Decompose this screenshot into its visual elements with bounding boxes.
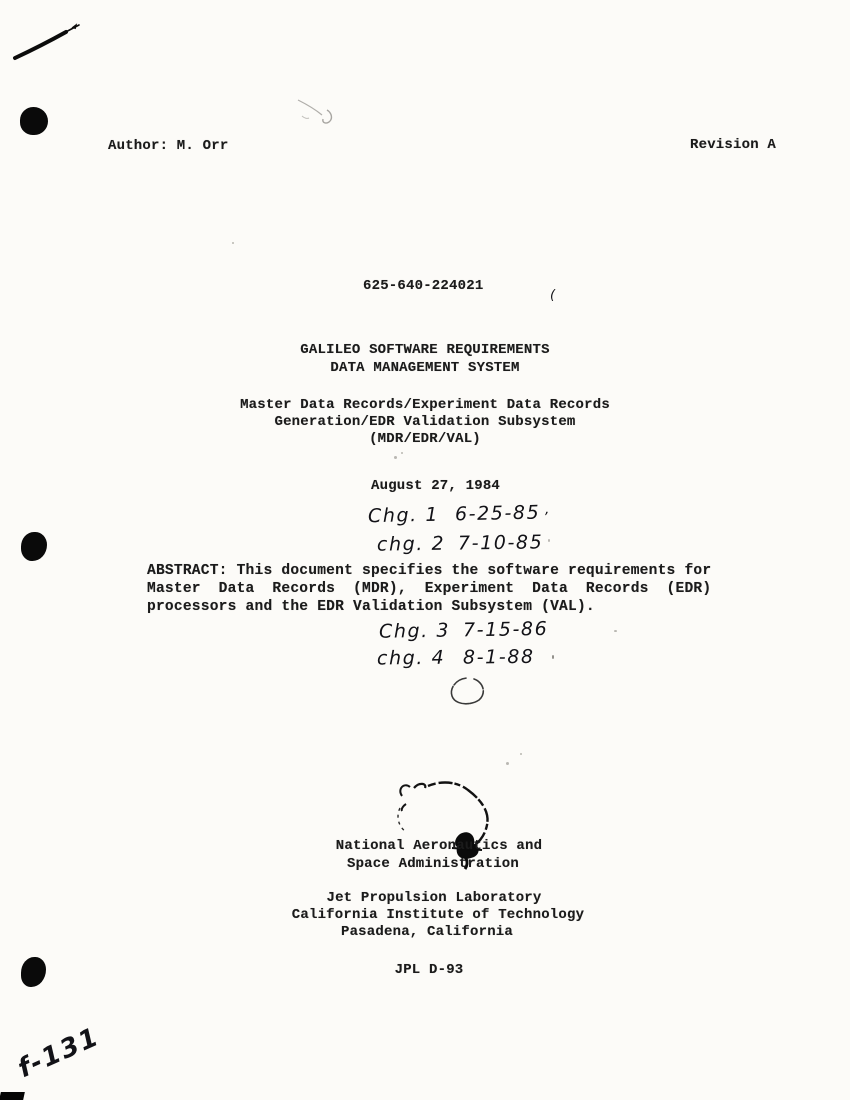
change-label: Chg. 1 — [367, 503, 440, 528]
subtitle-line-1: Master Data Records/Experiment Data Records — [240, 397, 610, 413]
change-date: 8-1-88 — [462, 645, 535, 669]
scan-speck — [614, 630, 617, 632]
lab-line-2: California Institute of Technology — [291, 907, 585, 923]
publication-date: August 27, 1984 — [371, 478, 501, 494]
lab-line-3: Pasadena, California — [340, 924, 514, 940]
pen-stroke-mark — [12, 20, 84, 62]
stray-pen-tick: , — [544, 501, 552, 518]
title-line-1: GALILEO SOFTWARE REQUIREMENTS — [300, 342, 550, 358]
scan-speck — [552, 655, 554, 659]
abstract-line-2: Master Data Records (MDR), Experiment Data Records (EDR) — [147, 581, 712, 597]
scan-speck — [232, 242, 234, 244]
scan-speck — [401, 452, 403, 454]
agency-line-1: National Aeronautics and — [335, 838, 543, 854]
scan-speck — [506, 762, 509, 765]
title-line-2: DATA MANAGEMENT SYSTEM — [330, 360, 520, 376]
scan-speck — [548, 539, 550, 542]
lab-line-1: Jet Propulsion Laboratory — [326, 890, 542, 906]
jpl-doc-id: JPL D-93 — [394, 962, 464, 978]
faint-squiggle-mark — [294, 96, 340, 130]
change-date: 7-15-86 — [462, 617, 549, 642]
abstract-line-3: processors and the EDR Validation Subsystem (VAL). — [147, 599, 595, 615]
change-date: 6-25-85 — [454, 501, 541, 526]
subtitle-line-3: (MDR/EDR/VAL) — [369, 431, 481, 447]
abstract-line-1: ABSTRACT: This document specifies the software requirements for — [147, 563, 712, 579]
handwritten-page-mark: f-131 — [13, 1021, 105, 1085]
scan-corner-artifact — [0, 1092, 25, 1100]
scan-speck — [520, 753, 522, 755]
change-label: Chg. 3 — [378, 619, 451, 643]
agency-line-2: Space Administration — [346, 856, 520, 872]
change-label: chg. 2 — [376, 532, 446, 556]
change-date: 7-10-85 — [457, 531, 544, 555]
revision-label: Revision A — [690, 137, 777, 153]
author-line: Author: M. Orr — [108, 138, 229, 154]
hole-punch-dot-top — [20, 107, 48, 135]
change-label: chg. 4 — [376, 646, 446, 670]
subtitle-line-2: Generation/EDR Validation Subsystem — [274, 414, 576, 430]
circle-doodle-mark — [446, 676, 492, 708]
stray-pen-tick: ( — [550, 288, 557, 303]
document-number: 625-640-224021 — [363, 278, 484, 294]
scan-speck — [394, 456, 397, 459]
